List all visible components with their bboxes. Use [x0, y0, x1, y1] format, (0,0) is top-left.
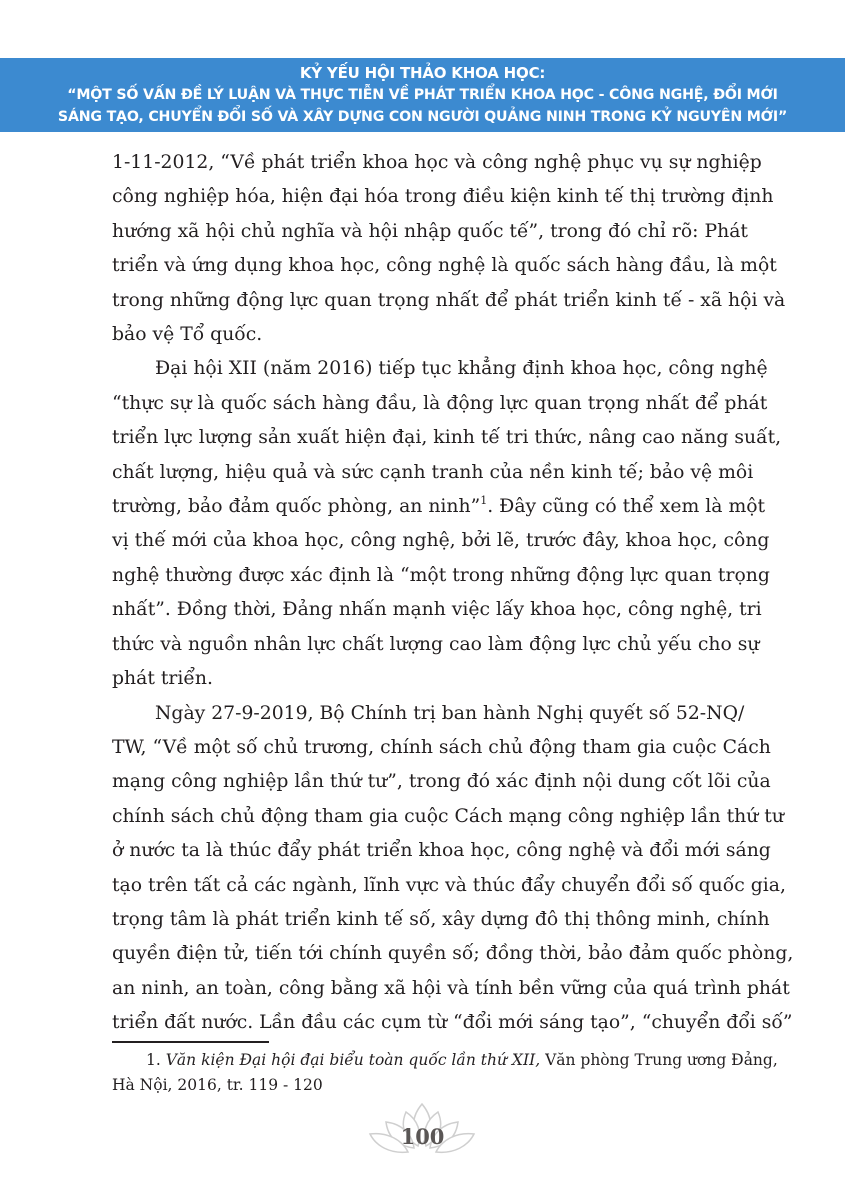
text-line: Đại hội XII (năm 2016) tiếp tục khẳng định khoa học, công nghệ [155, 358, 768, 380]
text-line: quyền điện tử, tiến tới chính quyền số; đồng thời, bảo đảm quốc phòng, [112, 943, 794, 965]
text-line: chất lượng, hiệu quả và sức cạnh tranh của nền kinh tế; bảo vệ môi [112, 461, 754, 483]
document-header [0, 58, 845, 132]
text-line: Ngày 27-9-2019, Bộ Chính trị ban hành Nghị quyết số 52-NQ/ [155, 702, 745, 724]
text-line: trong những động lực quan trọng nhất để phát triển kinh tế - xã hội và [112, 289, 786, 311]
text-line: mạng công nghiệp lần thứ tư”, trong đó xác định nội dung cốt lõi của [112, 771, 771, 793]
footnote-divider [112, 1041, 269, 1043]
paragraph-3 [112, 697, 794, 1041]
text-line: công nghiệp hóa, hiện đại hóa trong điều kiện kinh tế thị trường định [112, 186, 774, 208]
footnote-title: Văn kiện Đại hội đại biểu toàn quốc lần thứ XII, [165, 1051, 541, 1069]
text-line-with-footnote [112, 490, 766, 524]
footnote-ref[interactable]: 1 [480, 494, 488, 508]
text-line: triển lực lượng sản xuất hiện đại, kinh tế tri thức, nâng cao năng suất, [112, 427, 782, 449]
text-line: an ninh, an toàn, công bằng xã hội và tính bền vững của quá trình phát [112, 977, 790, 999]
paragraph-2 [112, 352, 782, 696]
footnote-line-2: Hà Nội, 2016, tr. 119 - 120 [112, 1076, 323, 1094]
text-line: triển và ứng dụng khoa học, công nghệ là quốc sách hàng đầu, là một [112, 255, 777, 277]
footnote-source: Văn phòng Trung ương Đảng, [545, 1051, 778, 1069]
text-line: nhất”. Đồng thời, Đảng nhấn mạnh việc lấy khoa học, công nghệ, tri [112, 599, 762, 621]
paragraph-1 [112, 146, 786, 352]
text-line: bảo vệ Tổ quốc. [112, 324, 263, 346]
header-subtitle-line-2: SÁNG TẠO, CHUYỂN ĐỔI SỐ VÀ XÂY DỰNG CON NGƯỜI QUẢNG NINH TRONG KỶ NGUYÊN MỚI” [57, 109, 788, 125]
header-subtitle-line-1: “MỘT SỐ VẤN ĐỀ LÝ LUẬN VÀ THỰC TIỄN VỀ PHÁT TRIỂN KHOA HỌC - CÔNG NGHỆ, ĐỔI MỚI [67, 87, 778, 103]
text-line: phát triển. [112, 668, 213, 690]
footnote-number: 1. [146, 1051, 161, 1069]
text-segment: trường, bảo đảm quốc phòng, an ninh” [112, 496, 481, 518]
text-line: thức và nguồn nhân lực chất lượng cao làm động lực chủ yếu cho sự [112, 633, 760, 655]
text-line: ở nước ta là thúc đẩy phát triển khoa học, công nghệ và đổi mới sáng [112, 840, 771, 862]
footnote [112, 1048, 778, 1098]
text-line: vị thế mới của khoa học, công nghệ, bởi lẽ, trước đây, khoa học, công [112, 530, 770, 552]
text-segment: . Đây cũng có thể xem là một [487, 496, 766, 518]
footnote-line-1 [112, 1048, 778, 1073]
text-line: triển đất nước. Lần đầu các cụm từ “đổi mới sáng tạo”, “chuyển đổi số” [112, 1012, 793, 1034]
body-text [112, 146, 794, 1041]
text-line: chính sách chủ động tham gia cuộc Cách mạng công nghiệp lần thứ tư [112, 805, 784, 827]
page-number: 100 [400, 1124, 445, 1149]
text-line: “thực sự là quốc sách hàng đầu, là động lực quan trọng nhất để phát [112, 392, 768, 414]
text-line: trọng tâm là phát triển kinh tế số, xây dựng đô thị thông minh, chính [112, 908, 770, 930]
text-line: TW, “Về một số chủ trương, chính sách chủ động tham gia cuộc Cách [112, 736, 771, 758]
text-line: tạo trên tất cả các ngành, lĩnh vực và thúc đẩy chuyển đổi số quốc gia, [112, 874, 786, 896]
text-line: 1-11-2012, “Về phát triển khoa học và công nghệ phục vụ sự nghiệp [112, 152, 762, 173]
text-line: nghệ thường được xác định là “một trong những động lực quan trọng [112, 564, 770, 586]
header-title: KỶ YẾU HỘI THẢO KHOA HỌC: [299, 64, 546, 82]
text-line: hướng xã hội chủ nghĩa và hội nhập quốc tế”, trong đó chỉ rõ: Phát [112, 220, 748, 242]
